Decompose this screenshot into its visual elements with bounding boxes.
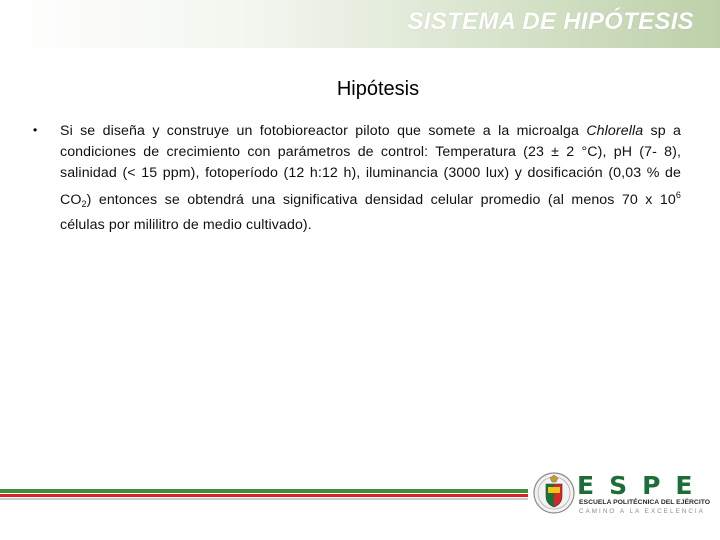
species-name: Chlorella — [586, 123, 644, 139]
co2-subscript: 2 — [81, 198, 87, 209]
paragraph-text-2: sp a condiciones de crecimiento con parámetros de control: Temperatura (23 ± 2 °C), pH (7- 8), salinidad (< 15 ppm), fotoperíodo (12 h:12 h), iluminancia (3000 lux) y dosificación (0,03 % de CO — [60, 123, 681, 208]
header-title: SISTEMA DE HIPÓTESIS — [407, 8, 694, 35]
institution-name: ESCUELA POLITÉCNICA DEL EJÉRCITO — [579, 499, 711, 506]
brand-letters: ESPE — [577, 471, 708, 500]
header-bar — [0, 0, 720, 48]
exponent-superscript: 6 — [675, 189, 681, 200]
footer-stripe-green — [0, 489, 528, 493]
footer-stripe-red — [0, 494, 528, 497]
footer-stripe-gray — [0, 498, 528, 500]
seal-icon — [533, 470, 575, 516]
hypothesis-paragraph — [60, 121, 681, 236]
slide-title: Hipótesis — [336, 78, 420, 100]
paragraph-text-3: ) entonces se obtendrá una significativa densidad celular promedio (al menos 70 x 10 — [86, 191, 676, 208]
footer-stripes — [0, 489, 528, 501]
bullet-marker: • — [33, 123, 38, 137]
institution-tagline: CAMINO A LA EXCELENCIA — [579, 508, 705, 515]
paragraph-text-1: Si se diseña y construye un fotobioreactor piloto que somete a la microalga — [60, 123, 587, 139]
paragraph-text-4: células por mililitro de medio cultivado). — [60, 216, 312, 233]
espe-logo — [533, 470, 713, 520]
